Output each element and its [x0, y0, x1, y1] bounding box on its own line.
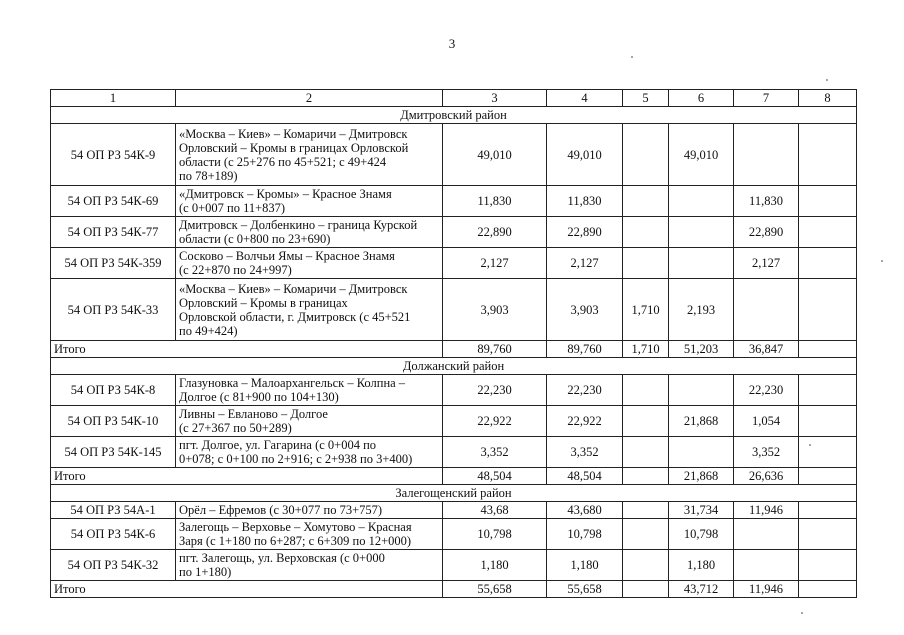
total-c3: 89,760	[443, 341, 547, 358]
value-c6: 31,734	[669, 502, 734, 519]
value-c8	[799, 217, 857, 248]
value-c5	[623, 406, 669, 437]
value-c3: 3,903	[443, 279, 547, 341]
value-c4: 3,352	[547, 437, 623, 468]
value-c7: 22,230	[734, 375, 799, 406]
road-description	[176, 550, 443, 581]
road-code: 54 ОП РЗ 54К-9	[51, 124, 176, 186]
value-c6: 21,868	[669, 406, 734, 437]
description-line: Заря (с 1+180 по 6+287; с 6+309 по 12+000)	[179, 534, 412, 548]
value-c6	[669, 375, 734, 406]
description-line: (с 22+870 по 24+997)	[179, 263, 292, 277]
description-line: области (с 25+276 по 45+521; с 49+424	[179, 154, 387, 169]
road-code: 54 ОП РЗ 54К-145	[51, 437, 176, 468]
total-c3: 55,658	[443, 581, 547, 598]
header-cell: 2	[176, 90, 443, 107]
header-cell: 8	[799, 90, 857, 107]
description-line: Орловский – Кромы в границах Орловской	[179, 140, 409, 155]
description-line: Орловской области, г. Дмитровск (с 45+521	[179, 309, 411, 324]
road-row	[51, 248, 857, 279]
header-cell: 5	[623, 90, 669, 107]
road-description	[176, 406, 443, 437]
value-c3: 10,798	[443, 519, 547, 550]
value-c6	[669, 186, 734, 217]
value-c3: 1,180	[443, 550, 547, 581]
road-code: 54 ОП РЗ 54К-6	[51, 519, 176, 550]
road-code: 54 ОП РЗ 54К-359	[51, 248, 176, 279]
road-row	[51, 550, 857, 581]
header-cell: 1	[51, 90, 176, 107]
page-number: 3	[448, 36, 456, 51]
road-code: 54 ОП РЗ 54К-8	[51, 375, 176, 406]
value-c7: 2,127	[734, 248, 799, 279]
total-label: Итого	[51, 581, 443, 598]
value-c3: 43,68	[443, 502, 547, 519]
total-row	[51, 581, 857, 598]
description-line: Сосково – Волчьи Ямы – Красное Знамя	[179, 249, 395, 263]
value-c7: 3,352	[734, 437, 799, 468]
value-c4: 43,680	[547, 502, 623, 519]
road-row	[51, 437, 857, 468]
description-line: Долгое (с 81+900 по 104+130)	[179, 390, 339, 404]
description-line: (с 0+007 по 11+837)	[179, 201, 286, 215]
value-c8	[799, 375, 857, 406]
value-c3: 22,922	[443, 406, 547, 437]
road-description	[176, 437, 443, 468]
total-c5	[623, 581, 669, 598]
value-c4: 22,922	[547, 406, 623, 437]
value-c3: 22,230	[443, 375, 547, 406]
road-code: 54 ОП РЗ 54А-1	[51, 502, 176, 519]
road-row	[51, 519, 857, 550]
value-c4: 49,010	[547, 124, 623, 186]
total-c7: 36,847	[734, 341, 799, 358]
value-c5	[623, 502, 669, 519]
description-line: Орёл – Ефремов (с 30+077 по 73+757)	[179, 503, 383, 517]
value-c6	[669, 248, 734, 279]
total-c7: 26,636	[734, 468, 799, 485]
roads-table	[50, 89, 857, 598]
road-description	[176, 186, 443, 217]
value-c3: 11,830	[443, 186, 547, 217]
value-c5	[623, 437, 669, 468]
road-code: 54 ОП РЗ 54К-33	[51, 279, 176, 341]
total-c7: 11,946	[734, 581, 799, 598]
value-c7: 1,054	[734, 406, 799, 437]
value-c7	[734, 550, 799, 581]
header-cell: 4	[547, 90, 623, 107]
value-c8	[799, 550, 857, 581]
description-line: по 1+180)	[179, 565, 232, 579]
value-c3: 2,127	[443, 248, 547, 279]
description-line: «Москва – Киев» – Комаричи – Дмитровск	[179, 126, 408, 141]
total-label: Итого	[51, 468, 443, 485]
scan-speck	[809, 444, 811, 446]
total-c3: 48,504	[443, 468, 547, 485]
road-row	[51, 406, 857, 437]
value-c8	[799, 519, 857, 550]
value-c5: 1,710	[623, 279, 669, 341]
value-c8	[799, 279, 857, 341]
value-c5	[623, 217, 669, 248]
total-c6: 21,868	[669, 468, 734, 485]
scan-speck	[631, 56, 633, 58]
value-c5	[623, 124, 669, 186]
total-row	[51, 468, 857, 485]
value-c4: 2,127	[547, 248, 623, 279]
header-cell: 3	[443, 90, 547, 107]
value-c4: 1,180	[547, 550, 623, 581]
district-row	[51, 107, 857, 124]
road-row	[51, 186, 857, 217]
description-line: Глазуновка – Малоархангельск – Колпна –	[179, 376, 406, 390]
value-c4: 22,230	[547, 375, 623, 406]
table-body	[51, 90, 857, 598]
value-c3: 3,352	[443, 437, 547, 468]
description-line: по 49+424)	[179, 323, 238, 338]
value-c7	[734, 519, 799, 550]
value-c6: 10,798	[669, 519, 734, 550]
value-c5	[623, 519, 669, 550]
road-row	[51, 279, 857, 341]
total-label: Итого	[51, 341, 443, 358]
description-line: Дмитровск – Долбенкино – граница Курской	[179, 218, 418, 232]
value-c7	[734, 124, 799, 186]
value-c6: 49,010	[669, 124, 734, 186]
value-c6: 2,193	[669, 279, 734, 341]
value-c7	[734, 279, 799, 341]
road-description	[176, 248, 443, 279]
scan-speck	[801, 612, 803, 614]
district-row	[51, 485, 857, 502]
value-c6	[669, 437, 734, 468]
value-c4: 10,798	[547, 519, 623, 550]
road-row	[51, 375, 857, 406]
road-description	[176, 519, 443, 550]
road-row	[51, 124, 857, 186]
total-c6: 51,203	[669, 341, 734, 358]
total-c8	[799, 468, 857, 485]
total-row	[51, 341, 857, 358]
description-line: Залегощь – Верховье – Хомутово – Красная	[179, 520, 412, 534]
road-code: 54 ОП РЗ 54К-77	[51, 217, 176, 248]
district-name: Должанский район	[51, 358, 857, 375]
road-row	[51, 217, 857, 248]
value-c6: 1,180	[669, 550, 734, 581]
scan-speck	[881, 260, 883, 262]
description-line: Ливны – Евланово – Долгое	[179, 407, 328, 421]
road-description	[176, 217, 443, 248]
header-row	[51, 90, 857, 107]
road-description	[176, 375, 443, 406]
description-line: 0+078; с 0+100 по 2+916; с 2+938 по 3+400)	[179, 452, 413, 466]
value-c8	[799, 437, 857, 468]
value-c8	[799, 248, 857, 279]
header-cell: 7	[734, 90, 799, 107]
description-line: Орловский – Кромы в границах	[179, 295, 348, 310]
total-c8	[799, 581, 857, 598]
value-c3: 49,010	[443, 124, 547, 186]
road-code: 54 ОП РЗ 54К-10	[51, 406, 176, 437]
description-line: пгт. Залегощь, ул. Верховская (с 0+000	[179, 551, 385, 565]
total-c6: 43,712	[669, 581, 734, 598]
value-c5	[623, 550, 669, 581]
value-c8	[799, 502, 857, 519]
description-line: по 78+189)	[179, 168, 238, 183]
description-line: пгт. Долгое, ул. Гагарина (с 0+004 по	[179, 438, 377, 452]
total-c5: 1,710	[623, 341, 669, 358]
total-c5	[623, 468, 669, 485]
description-line: «Москва – Киев» – Комаричи – Дмитровск	[179, 281, 408, 296]
value-c8	[799, 124, 857, 186]
scan-speck	[826, 79, 828, 81]
value-c7: 22,890	[734, 217, 799, 248]
value-c4: 3,903	[547, 279, 623, 341]
value-c4: 11,830	[547, 186, 623, 217]
value-c6	[669, 217, 734, 248]
road-code: 54 ОП РЗ 54К-69	[51, 186, 176, 217]
description-line: области (с 0+800 по 23+690)	[179, 232, 331, 246]
total-c4: 48,504	[547, 468, 623, 485]
road-description	[176, 124, 443, 186]
district-name: Залегощенский район	[51, 485, 857, 502]
total-c4: 55,658	[547, 581, 623, 598]
road-description	[176, 279, 443, 341]
total-c8	[799, 341, 857, 358]
district-row	[51, 358, 857, 375]
value-c4: 22,890	[547, 217, 623, 248]
value-c5	[623, 186, 669, 217]
total-c4: 89,760	[547, 341, 623, 358]
value-c7: 11,946	[734, 502, 799, 519]
description-line: «Дмитровск – Кромы» – Красное Знамя	[179, 187, 392, 201]
header-cell: 6	[669, 90, 734, 107]
road-code: 54 ОП РЗ 54К-32	[51, 550, 176, 581]
value-c5	[623, 248, 669, 279]
description-line: (с 27+367 по 50+289)	[179, 421, 292, 435]
value-c8	[799, 186, 857, 217]
road-row	[51, 502, 857, 519]
value-c3: 22,890	[443, 217, 547, 248]
road-description	[176, 502, 443, 519]
district-name: Дмитровский район	[51, 107, 857, 124]
value-c7: 11,830	[734, 186, 799, 217]
value-c8	[799, 406, 857, 437]
value-c5	[623, 375, 669, 406]
